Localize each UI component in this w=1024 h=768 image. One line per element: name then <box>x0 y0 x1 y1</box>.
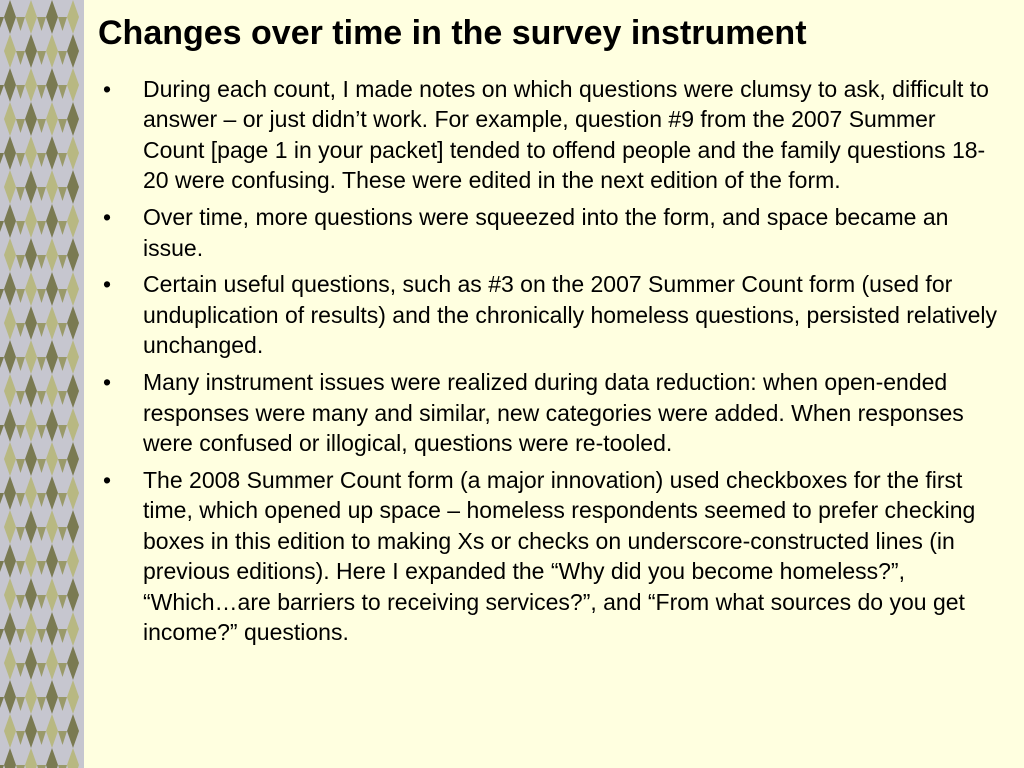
bullet-text: Certain useful questions, such as #3 on the 2007 Summer Count form (used for unduplication of results) and the chronically homeless questions, persisted relatively unchanged. <box>143 271 998 359</box>
bullet-marker: • <box>103 76 112 102</box>
bullet-marker: • <box>103 466 112 493</box>
bullet-item <box>103 367 998 458</box>
decorative-hexagon-pattern <box>0 0 84 768</box>
bullet-list <box>103 74 998 654</box>
bullet-text: During each count, I made notes on which questions were clumsy to ask, difficult to answer – or just didn’t work. For example, question #9 from the 2007 Summer Count [page 1 in your packet] tended to offend people and the family questions 18-20 were confusing. These were edited in the next edition of the form. <box>143 76 989 194</box>
bullet-marker: • <box>103 369 112 396</box>
bullet-item <box>103 202 998 263</box>
bullet-text: Many instrument issues were realized during data reduction: when open-ended responses were many and similar, new categories were added. When responses were confused or illogical, questions were re-tooled. <box>143 369 964 456</box>
bullet-text: Over time, more questions were squeezed into the form, and space became an issue. <box>143 204 949 261</box>
bullet-marker: • <box>103 204 112 231</box>
bullet-item <box>103 74 998 196</box>
bullet-item <box>103 465 998 647</box>
bullet-item <box>103 269 998 360</box>
slide-title: Changes over time in the survey instrument <box>98 14 807 52</box>
bullet-text: The 2008 Summer Count form (a major innovation) used checkboxes for the first time, which opened up space – homeless respondents seemed to prefer checking boxes in this edition to making Xs or checks on underscore-constructed lines (in previous editions). Here I expanded the “Why did you become homeless?”, “Which…are barriers to receiving services?”, and “From what sources do you get income?” questions. <box>143 466 976 645</box>
bullet-marker: • <box>103 271 112 298</box>
